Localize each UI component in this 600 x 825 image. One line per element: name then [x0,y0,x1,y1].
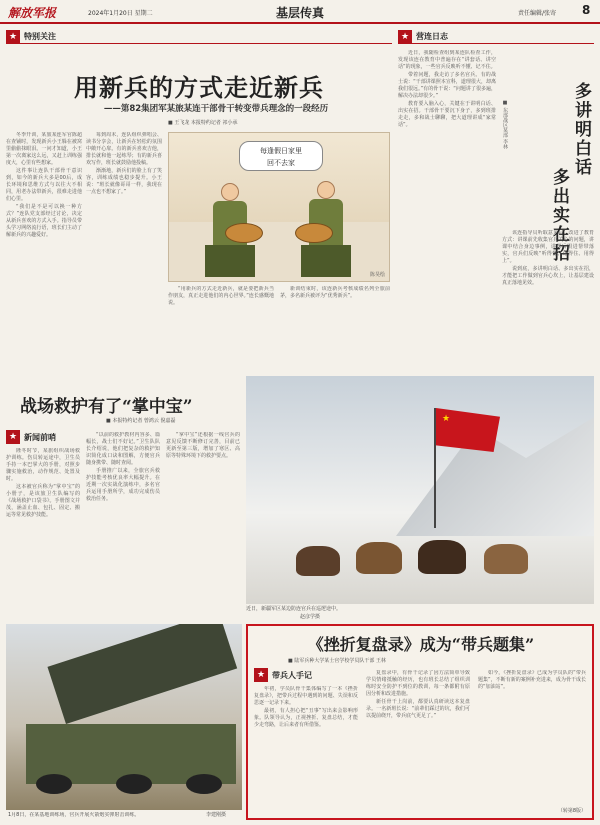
star-icon [398,30,412,44]
masthead [0,0,600,24]
bubble-line-1: 每逢假日家里 [260,147,302,155]
diary-headline-line-1: 多讲明白话 [571,82,591,177]
battlefield-byline: ■ 本报特约记者 曾鸿云 倪嘉磊 [106,418,176,424]
guitar-icon [225,223,263,243]
book-byline: ■ 陆军兵种大学某士官学校学员队干部 王林 [288,658,386,664]
special-body-col3: “用新兵的方式走近新兵，就是要把新兵当作朋友，真正走进他们的内心世界。”连长感慨地说。 [168,286,274,306]
rocket-launcher-shape [47,624,237,724]
guitar-icon [295,223,333,243]
section-label: 营连日志 [416,32,448,41]
battlefield-body-col1: 隆冬时节，某旅组织战场救护训练。伤员转运途中，卫生员手持一本巴掌大的手册，对照步骤实施救治，动作规范、处置及时。 这本被官兵称为“掌中宝”的小册子，是该旅卫生队编写的《战场救护口袋书》。手册图文并茂，涵盖止血、包扎、固定、搬运等常见救护技能。 [6,448,80,518]
rocket-photo-caption: 1月8日，在某基地训练场，官兵开展火箭炮实弹射击训练。 [8,812,140,818]
star-icon [254,668,268,682]
special-body-col4: 新训结束时，该连新兵考核成绩名列全旅前茅，多名新兵被评为“优秀新兵”。 [280,286,390,299]
page-title: 基层传真 [275,6,324,20]
diary-headline-line-2: 多出实在招 [549,168,569,263]
special-body-col1: 冬季开训，某旅某连军官陈超在查铺时，发现新兵小王躲在被窝里偷偷抹眼泪。一问才知道，小王第一次离家这么远，又赶上训练强度大，心里有些想家。 这件事让连队干部骨干意识到，如今的新兵大多是00后，成长环境和思维方式与以往大不相同，用老办法带新兵，很难走进他们心里。 “我们是不是可以换一种方式？”连队党支部经过讨论，决定从新兵喜欢的方式入手。指导员带头学习网络流行语，班长们主动了解新兵的兴趣爱好。 [6,132,82,238]
patrol-photo [246,376,594,604]
patrol-photo-credit: 赵彦学摄 [300,614,321,620]
book-body-col1: 年初，学员队骨干集体编写了一本《挫折复盘录》，把带兵过程中遇到的问题、失误和反思逐一记录下来。 最初，有人担心把“丑事”写出来会影响形象。队领导认为，正视挫折、复盘总结，才能少走弯路，让后来者有所借鉴。 [254,686,358,728]
diary-body-col1: 近日，我随检查组到某连队检查工作，发现该连在教育中普遍存在“讲套话、讲空话”的现象，一些官兵反映听不懂、记不住。 带着问题，我走访了多名官兵。有的战士说：“干部讲课照本宣科，道理很大，却离我们很远。”有的骨干说：“问题讲了很多遍，解决办法却很少。” 教育要入脑入心，关键在于讲明白话、出实在招。干部骨干要沉下身子，多到班排走走，多和战士聊聊，把大道理讲成“家常话”。 [398,50,496,128]
special-subheadline: ——第82集团军某旅某连干部骨干转变带兵理念的一段经历 [103,104,329,114]
page-number: 8 [582,3,591,17]
bubble-line-2: 回不去家 [267,159,295,167]
battlefield-body-col3: “掌中宝”还根据一线官兵的意见反馈不断修订完善，目前已更新至第三版，增加了寒区、高原等特殊环境下的救护要点。 [166,432,240,459]
guitar-illustration [168,132,390,282]
star-icon [6,430,20,444]
book-body-col3: 如今，《挫折复盘录》已成为学员队的“带兵题集”，不断有新的案例补充进来，成为骨干成长的“加油站”。 [478,670,586,690]
book-article-box [246,624,594,820]
illustration-credit: 陈昊绘 [369,272,385,278]
horse-row [296,536,594,586]
flag-star-icon: ★ [442,414,451,424]
diary-byline: ■ 东部战区某部 李林 [502,100,508,150]
battlefield-section-header [6,430,66,444]
special-section-header [6,30,392,45]
book-section-header [254,668,344,682]
diary-body-col2: 该连指导员听取意见后，改进了教育方式：讲课前先收集官兵关心的问题，讲课中结合身边事例，讲课后跟进帮带落实，官兵们反映“听得懂、记得住、用得上”。 说到底，多讲明白话、多出实在招，才能把工作做到官兵心坎上，让基层建设真正落地见效。 [502,230,594,286]
special-headline: 用新兵的方式走近新兵 [74,73,324,102]
special-body-col2: 每到周末，连队组织弹唱会、读书分享会，让新兵在轻松的氛围中敞开心扉。有的新兵喜欢吉他，排长就和他一起练琴；有的新兵喜欢写作，班长就鼓励他投稿。 渐渐地，新兵们的脸上有了笑容，训练成绩也稳步提升。小王说：“班长就像哥哥一样，我现在一点也不想家了。” [86,132,162,195]
editor-credit: 责任编辑/张寄 [518,10,557,17]
soldier-figure [205,183,255,279]
section-label: 特别关注 [24,32,56,41]
battlefield-headline: 战场救护有了“掌中宝” [20,397,193,417]
rocket-photo-credit: 李建刚摄 [206,812,227,818]
special-byline: ■ 王飞龙 本报特约记者 祁小承 [168,120,238,126]
rocket-photo [6,624,242,810]
section-label: 带兵人手记 [272,670,312,680]
patrol-photo-caption: 近日，新疆军区某边防连官兵在巡逻途中。 [246,606,342,612]
section-label: 新闻前哨 [24,432,56,442]
star-icon [6,30,20,44]
book-headline: 《挫折复盘录》成为“带兵题集” [307,635,535,654]
book-continued: （转第8版） [557,808,586,814]
soldier-figure [301,181,351,279]
battlefield-body-col2: “以前的救护教材内容多、篇幅长，战士们不好记。”卫生队队长介绍说，他们把复杂的救护知识简化成口诀和图解，方便官兵随身携带、随时查阅。 手册推广以来，全旅官兵救护技能考核优良率大幅提升。在近期一次实战化演练中，多名官兵运用手册所学，成功完成伤员救治任务。 [86,432,160,502]
newspaper-logo: 解放军报 [8,6,57,20]
book-body-col2: 复盘录中，有骨干记录了因方法简单导致学员情绪抵触的经历，也有班长总结了组织训练时安全防护不到位的教训，每一条都附有原因分析和改进措施。 新任骨干上岗前，都要认真研读这本复盘录。一名新班长说：“前辈们踩过的坑，我们可以提前绕开，带兵底气更足了。” [366,670,470,719]
diary-section-header [398,30,594,44]
issue-date: 2024年1月20日 星期二 [88,10,153,17]
speech-bubble [239,141,323,171]
